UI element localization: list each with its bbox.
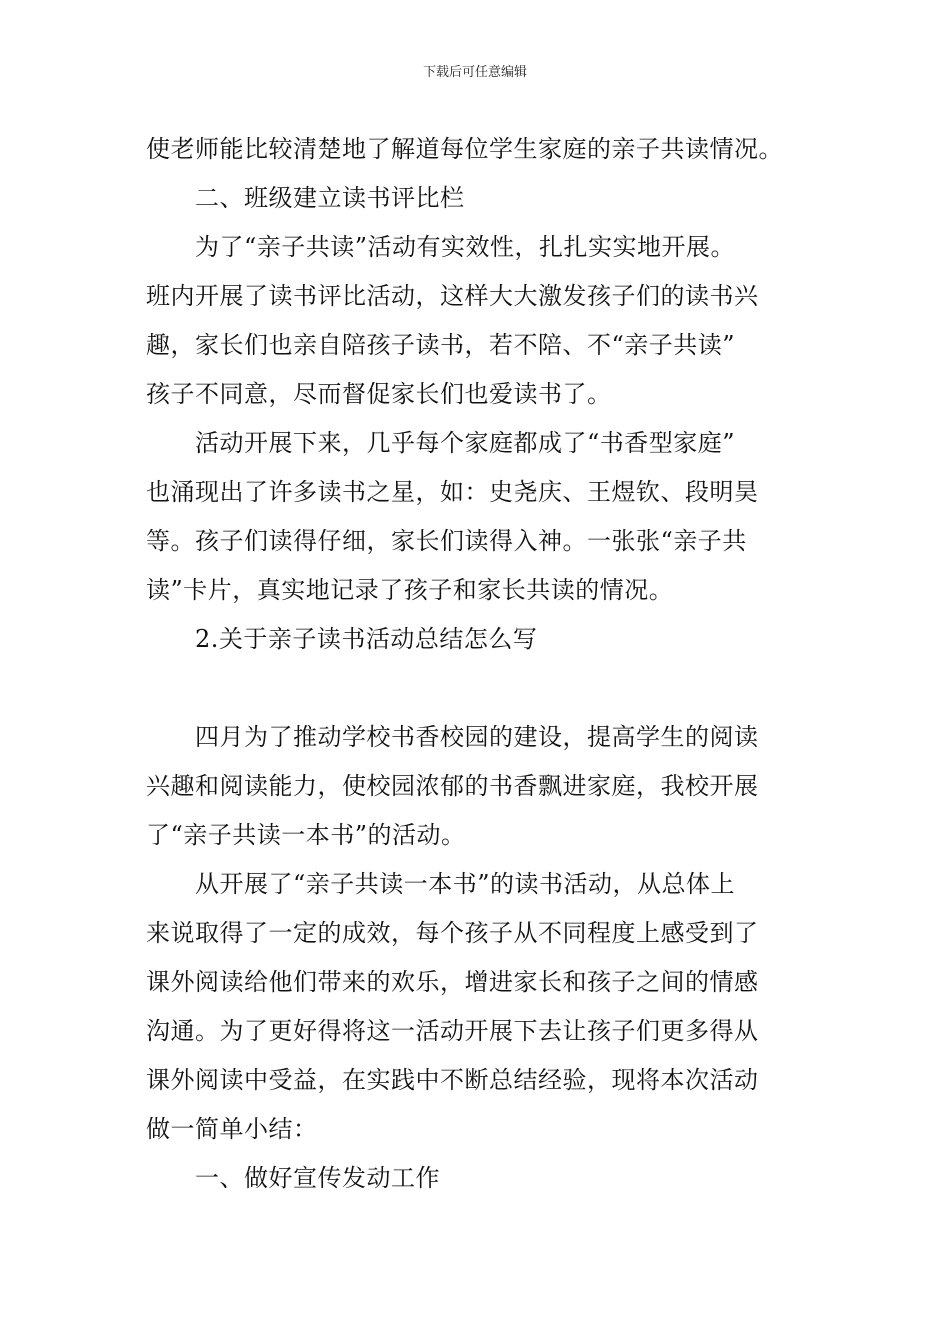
text-line: 课外阅读给他们带来的欢乐，增进家长和孩子之间的情感 (146, 968, 759, 996)
page-header: 下载后可任意编辑 (422, 65, 527, 80)
text-line: 课外阅读中受益，在实践中不断总结经验，现将本次活动 (146, 1066, 759, 1094)
text-line: 使老师能比较清楚地了解道每位学生家庭的亲子共读情况。 (146, 135, 783, 163)
text-line: 也涌现出了许多读书之星，如：史尧庆、王煜钦、段明昊 (146, 478, 759, 506)
text-line: 沟通。为了更好得将这一活动开展下去让孩子们更多得从 (146, 1017, 759, 1045)
text-line: 来说取得了一定的成效，每个孩子从不同程度上感受到了 (146, 919, 759, 947)
text-line: 四月为了推动学校书香校园的建设，提高学生的阅读 (195, 723, 759, 751)
text-line: 从开展了“亲子共读一本书”的读书活动，从总体上 (195, 870, 736, 898)
text-line: 等。孩子们读得仔细，家长们读得入神。一张张“亲子共 (146, 527, 747, 555)
text-line: 读”卡片，真实地记录了孩子和家长共读的情况。 (146, 576, 674, 604)
section-heading: 二、班级建立读书评比栏 (195, 184, 465, 212)
text-line: 兴趣和阅读能力，使校园浓郁的书香飘进家庭，我校开展 (146, 772, 759, 800)
text-line: 为了“亲子共读”活动有实效性，扎扎实实地开展。 (195, 233, 736, 261)
text-line: 孩子不同意，尽而督促家长们也爱读书了。 (146, 380, 612, 408)
section-heading: 2.关于亲子读书活动总结怎么写 (195, 625, 538, 653)
blank-line (146, 664, 812, 713)
text-line: 活动开展下来，几乎每个家庭都成了“书香型家庭” (195, 429, 736, 457)
text-line: 了“亲子共读一本书”的活动。 (146, 821, 466, 849)
text-line: 做一简单小结： (146, 1115, 318, 1143)
text-line: 趣，家长们也亲自陪孩子读书，若不陪、不“亲子共读” (146, 331, 736, 359)
document-body (146, 125, 812, 1203)
section-heading: 一、做好宣传发动工作 (195, 1164, 440, 1192)
text-line: 班内开展了读书评比活动，这样大大激发孩子们的读书兴 (146, 282, 759, 310)
